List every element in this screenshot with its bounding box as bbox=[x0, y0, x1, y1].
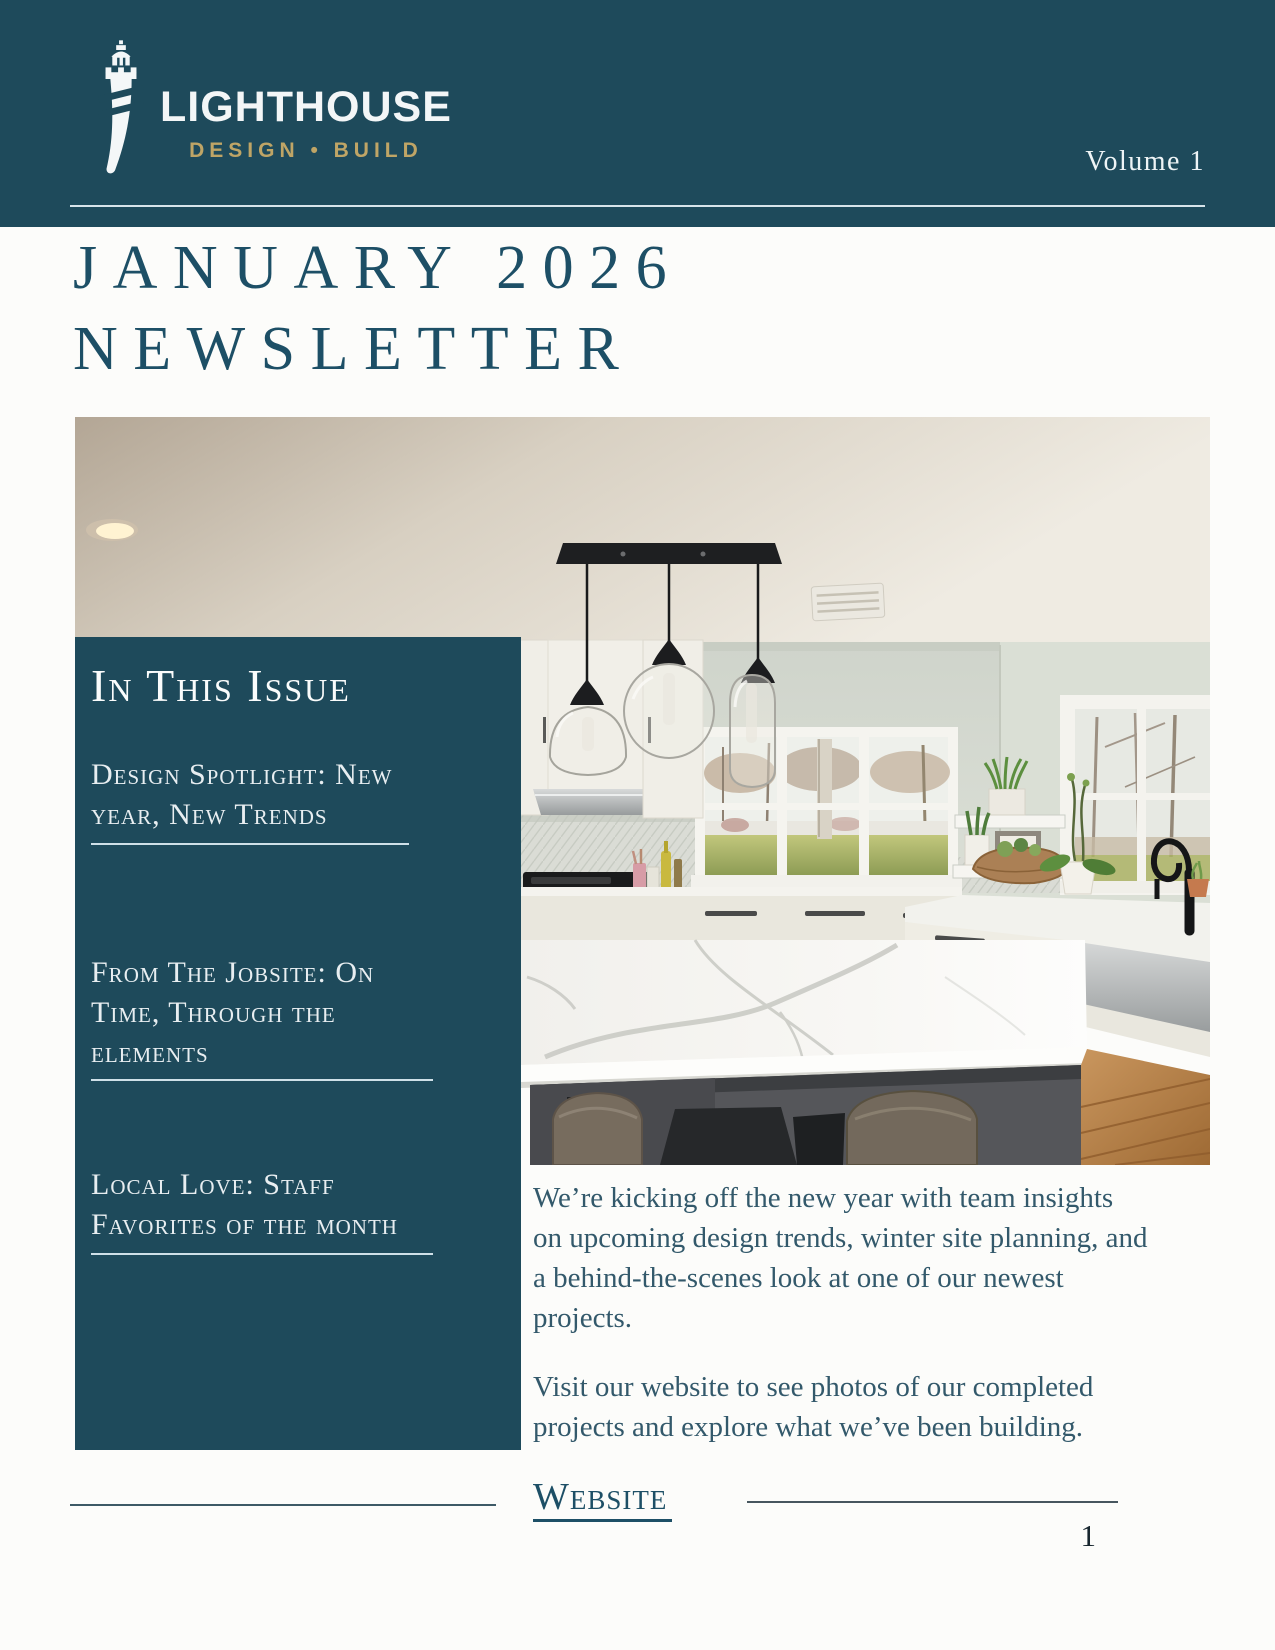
header-band bbox=[0, 0, 1275, 227]
intro-paragraph: We’re kicking off the new year with team insights on upcoming design trends, winter site planning, and a behind-the-scenes look at one of our newest projects. bbox=[533, 1182, 1148, 1334]
volume-label: Volume 1 bbox=[1085, 146, 1205, 177]
cta-paragraph: Visit our website to see photos of our completed projects and explore what we’ve been building. bbox=[533, 1371, 1094, 1443]
page-title bbox=[73, 228, 682, 390]
page-number: 1 bbox=[1080, 1518, 1096, 1553]
title-line-2: NEWSLETTER bbox=[73, 315, 635, 383]
toc-item-local-love: Local Love: Staff Favorites of the month bbox=[91, 1168, 398, 1241]
toc-item-design-spotlight: Design Spotlight: New year, New Trends bbox=[91, 758, 393, 831]
photo-wood-floor bbox=[1081, 1049, 1210, 1165]
lighthouse-icon bbox=[92, 40, 150, 176]
toc-item-from-the-jobsite: From The Jobsite: On Time, Through the elements bbox=[91, 956, 375, 1069]
toc-item-rule bbox=[91, 1079, 433, 1081]
intro-copy bbox=[533, 1178, 1149, 1476]
footer-rule-right bbox=[747, 1501, 1118, 1503]
title-line-1: JANUARY 2026 bbox=[73, 234, 683, 302]
website-link[interactable]: Website bbox=[533, 1478, 672, 1522]
brand-text bbox=[160, 83, 452, 163]
sidebar-heading: In This Issue bbox=[91, 660, 351, 711]
photo-ceiling-vent bbox=[811, 583, 885, 621]
brand-tagline: DESIGN • BUILD bbox=[189, 139, 423, 162]
photo-back-counter bbox=[515, 887, 962, 942]
brand-name: LIGHTHOUSE bbox=[160, 83, 452, 131]
lighthouse-logo bbox=[92, 40, 452, 176]
toc-item-rule bbox=[91, 1253, 433, 1255]
footer-rule-left bbox=[70, 1504, 496, 1506]
toc-item-rule bbox=[91, 843, 409, 845]
in-this-issue-panel bbox=[75, 637, 521, 1450]
header-rule bbox=[70, 205, 1205, 207]
